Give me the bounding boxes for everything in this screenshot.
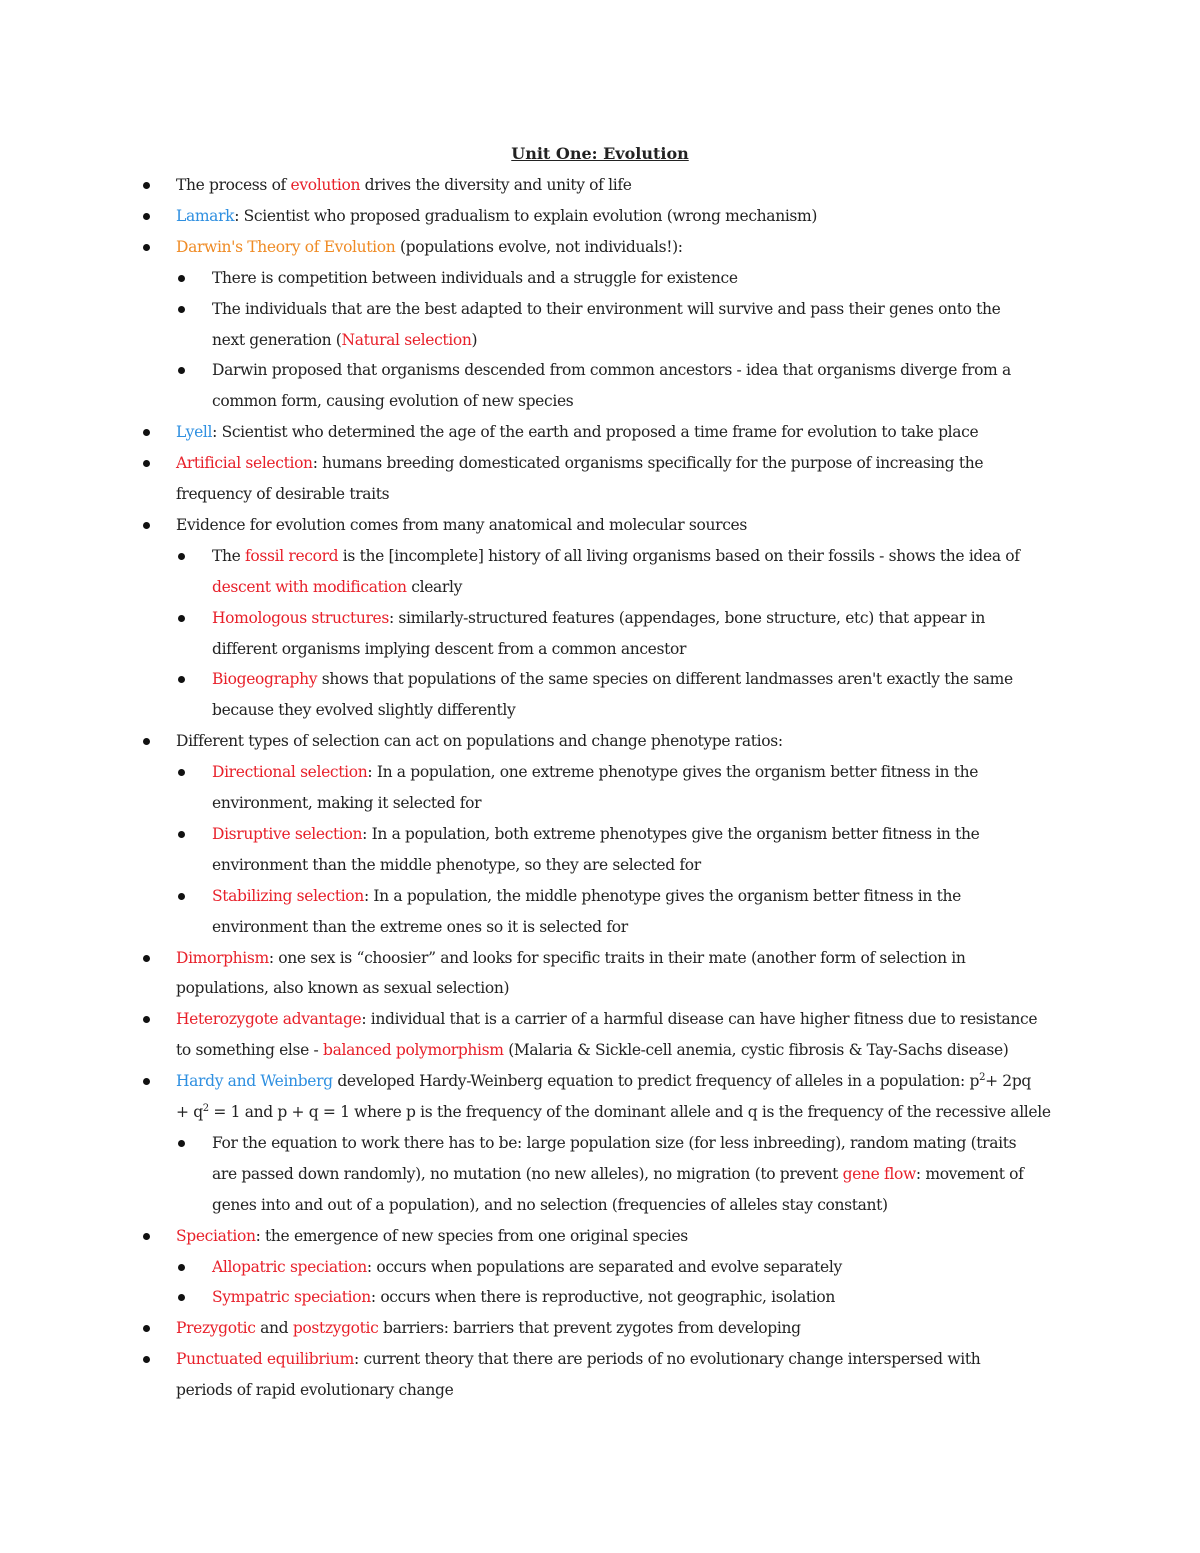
text-run: + 2pq (985, 1072, 1031, 1091)
key-term: Darwin's Theory of Evolution (176, 237, 396, 256)
text-run: ) (471, 330, 478, 349)
key-term: Speciation (176, 1226, 256, 1245)
text-run: The (212, 546, 246, 565)
list-item-continuation (212, 1190, 888, 1220)
key-term: Disruptive selection (212, 824, 363, 843)
bullet-icon (143, 1078, 150, 1085)
list-item-continuation (212, 788, 481, 818)
bullet-icon (178, 676, 185, 683)
list-item (176, 417, 978, 447)
list-item (176, 1066, 1031, 1096)
key-term: Allopatric speciation (212, 1257, 367, 1276)
bullet-icon (143, 522, 150, 529)
list-item (212, 603, 985, 633)
page-title: Unit One: Evolution (511, 144, 689, 163)
text-run: There is competition between individuals and a struggle for existence (212, 268, 738, 287)
key-term: Punctuated equilibrium (176, 1350, 354, 1369)
text-run: The individuals that are the best adapted to their environment will survive and pass their genes onto the (212, 299, 1001, 318)
key-term: Homologous structures (212, 608, 389, 627)
bullet-icon (178, 1140, 185, 1147)
superscript: 2 (202, 1103, 209, 1114)
key-term: postzygotic (292, 1319, 379, 1338)
list-item-continuation (212, 572, 462, 602)
text-run: : In a population, one extreme phenotype gives the organism better fitness in the (367, 763, 979, 782)
bullet-icon (143, 1016, 150, 1023)
text-run: : current theory that there are periods of no evolutionary change interspersed with (354, 1350, 981, 1369)
key-term: Lamark (176, 206, 235, 225)
list-item-continuation (176, 1035, 1008, 1065)
list-item-continuation (176, 479, 389, 509)
key-term: Stabilizing selection (212, 886, 364, 905)
text-run: and (255, 1319, 293, 1338)
list-item-continuation (212, 386, 573, 416)
list-item (212, 355, 1011, 385)
text-run: The process of (176, 176, 291, 194)
text-run: periods of rapid evolutionary change (176, 1381, 454, 1400)
list-item (212, 881, 961, 911)
key-term: Prezygotic (176, 1319, 256, 1338)
text-run: different organisms implying descent from a common ancestor (212, 639, 687, 658)
key-term: Heterozygote advantage (176, 1010, 362, 1029)
list-item-continuation (176, 1097, 1051, 1127)
key-term: Natural selection (341, 330, 472, 349)
text-run: + q (176, 1103, 203, 1121)
list-item (176, 1344, 980, 1374)
text-run: because they evolved slightly differently (212, 701, 516, 720)
superscript: 2 (979, 1072, 986, 1084)
bullet-icon (178, 893, 185, 900)
list-item (176, 201, 817, 231)
bullet-icon (143, 1325, 150, 1332)
text-run: : humans breeding domesticated organisms specifically for the purpose of increasing the (312, 454, 984, 473)
bullet-icon (143, 738, 150, 745)
text-run: : In a population, both extreme phenotypes give the organism better fitness in the (362, 824, 980, 843)
text-run: : In a population, the middle phenotype gives the organism better fitness in the (363, 886, 961, 905)
list-item (212, 664, 1013, 694)
text-run: genes into and out of a population), and no selection (frequencies of alleles stay constant) (212, 1195, 888, 1214)
text-run: : Scientist who proposed gradualism to explain evolution (wrong mechanism) (234, 206, 818, 225)
text-run: (Malaria & Sickle-cell anemia, cystic fibrosis & Tay-Sachs disease) (503, 1041, 1009, 1060)
list-item-continuation (176, 1375, 453, 1405)
list-item-continuation (212, 912, 628, 942)
list-item (212, 819, 979, 849)
list-item (212, 1252, 842, 1282)
bullet-icon (178, 275, 185, 282)
text-run: are passed down randomly), no mutation (no new alleles), no migration (to prevent (212, 1164, 843, 1183)
text-run: clearly (406, 577, 462, 596)
bullet-icon (178, 769, 185, 776)
list-item-continuation (212, 850, 701, 880)
key-term: evolution (290, 176, 361, 194)
text-run: environment than the extreme ones so it is selected for (212, 917, 628, 936)
bullet-icon (178, 1264, 185, 1271)
list-item (176, 1313, 801, 1343)
text-run: frequency of desirable traits (176, 485, 390, 503)
text-run: Darwin proposed that organisms descended from common ancestors - idea that organisms diverge from a (212, 361, 1011, 380)
list-item (212, 294, 1000, 324)
key-term: Directional selection (212, 763, 368, 782)
list-item (212, 1282, 835, 1312)
bullet-icon (178, 831, 185, 838)
list-item (212, 541, 1020, 571)
bullet-icon (178, 306, 185, 313)
text-run: is the [incomplete] history of all living organisms based on their fossils - shows the idea of (338, 546, 1020, 565)
list-item-continuation (212, 1159, 1024, 1189)
text-run: next generation ( (212, 330, 342, 349)
text-run: developed Hardy-Weinberg equation to predict frequency of alleles in a population: p (332, 1072, 980, 1091)
list-item (176, 1221, 688, 1251)
bullet-icon (143, 955, 150, 962)
key-term: fossil record (245, 546, 339, 565)
list-item (176, 448, 983, 478)
key-term: balanced polymorphism (323, 1041, 504, 1060)
bullet-icon (178, 1294, 185, 1301)
text-run: environment than the middle phenotype, so they are selected for (212, 855, 701, 874)
text-run: : movement of (915, 1164, 1024, 1183)
bullet-icon (143, 182, 150, 189)
key-term: gene flow (842, 1164, 916, 1183)
text-run: populations, also known as sexual selection) (176, 979, 510, 998)
bullet-icon (143, 244, 150, 251)
bullet-icon (143, 429, 150, 436)
key-term: Lyell (176, 423, 213, 442)
list-item-continuation (212, 325, 477, 355)
bullet-icon (178, 367, 185, 374)
text-run: : similarly-structured features (appendages, bone structure, etc) that appear in (388, 608, 985, 627)
key-term: Artificial selection (176, 454, 313, 473)
text-run: : one sex is “choosier” and looks for specific traits in their mate (another form of selection in (268, 948, 966, 967)
text-run: environment, making it selected for (212, 794, 482, 812)
text-run: : the emergence of new species from one original species (255, 1226, 688, 1245)
key-term: Biogeography (212, 670, 318, 689)
bullet-icon (143, 1233, 150, 1240)
list-item (212, 263, 738, 293)
bullet-icon (143, 213, 150, 220)
text-run: Different types of selection can act on populations and change phenotype ratios: (176, 732, 783, 751)
text-run: : occurs when populations are separated and evolve separately (366, 1257, 842, 1276)
text-run: : occurs when there is reproductive, not geographic, isolation (370, 1288, 835, 1307)
key-term: Dimorphism (176, 948, 269, 967)
bullet-icon (178, 615, 185, 622)
bullet-icon (143, 460, 150, 467)
list-item (212, 757, 978, 787)
list-item (176, 943, 966, 973)
bullet-icon (178, 553, 185, 560)
list-item (176, 510, 747, 540)
text-run: = 1 and p + q = 1 where p is the frequency of the dominant allele and q is the frequency of the recessive allele (208, 1103, 1051, 1121)
list-item-continuation (212, 695, 515, 725)
text-run: common form, causing evolution of new species (212, 392, 574, 411)
text-run: shows that populations of the same species on different landmasses aren't exactly the same (317, 670, 1013, 689)
list-item (176, 232, 683, 262)
list-item (212, 1128, 1016, 1158)
key-term: descent with modification (212, 577, 407, 596)
list-item-continuation (176, 973, 509, 1003)
text-run: barriers: barriers that prevent zygotes from developing (378, 1319, 801, 1338)
text-run: to something else - (176, 1041, 323, 1060)
text-run: : Scientist who determined the age of the earth and proposed a time frame for evolution to take place (212, 423, 979, 442)
text-run: Evidence for evolution comes from many anatomical and molecular sources (176, 515, 747, 534)
bullet-icon (143, 1356, 150, 1363)
text-run: drives the diversity and unity of life (360, 176, 632, 194)
text-run: For the equation to work there has to be: large population size (for less inbreeding), random mating (traits (212, 1133, 1017, 1152)
list-item (176, 170, 632, 200)
key-term: Sympatric speciation (212, 1288, 371, 1307)
list-item (176, 1004, 1037, 1034)
list-item-continuation (212, 634, 686, 664)
text-run: : individual that is a carrier of a harmful disease can have higher fitness due to resistance (361, 1010, 1038, 1029)
list-item (176, 726, 783, 756)
key-term: Hardy and Weinberg (176, 1072, 333, 1091)
text-run: (populations evolve, not individuals!): (395, 237, 683, 256)
